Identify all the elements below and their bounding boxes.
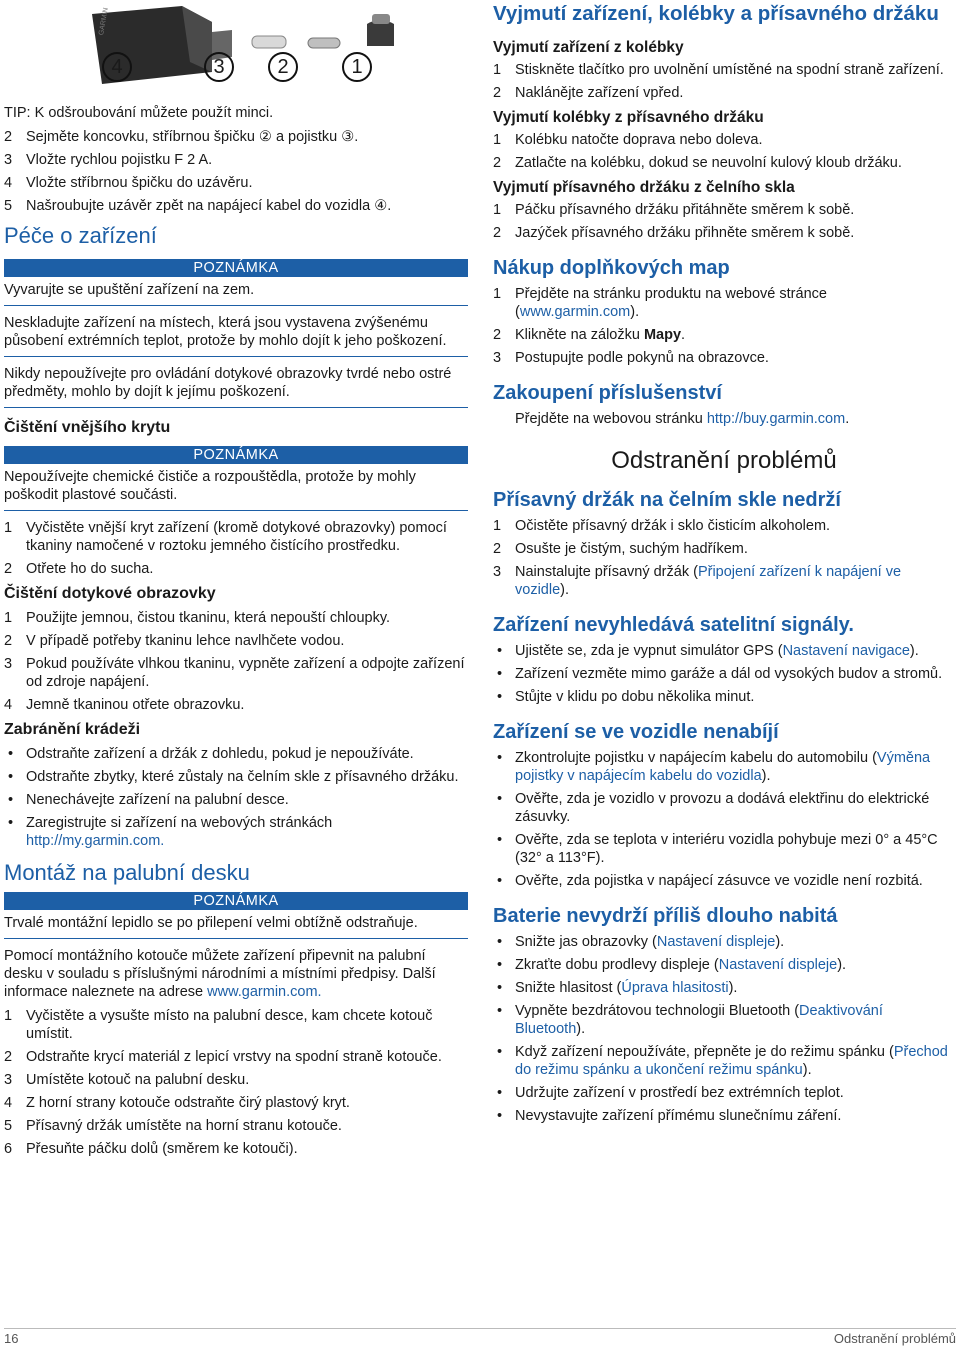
list-item: 3 Postupujte podle pokynů na obrazovce. [493, 350, 769, 366]
sleep-mode-link[interactable]: Přechod do režimu spánku a ukončení režimu spánku [515, 1044, 948, 1078]
remove-mount-heading: Vyjmutí přísavného držáku z čelního skla [493, 179, 795, 196]
list-item: 5 Našroubujte uzávěr zpět na napájecí kabel do vozidla ④. [4, 198, 392, 214]
fuse-steps [4, 128, 468, 215]
charging-heading: Zařízení se ve vozidle nenabíjí [493, 721, 779, 743]
list-item: • Stůjte v klidu po dobu několika minut. [497, 689, 755, 705]
list-item: • Zařízení vezměte mimo garáže a dál od vysokých budov a stromů. [497, 666, 943, 682]
suction-heading: Přísavný držák na čelním skle nedrží [493, 489, 841, 511]
fuse-figure [82, 0, 422, 92]
satellite-heading: Zařízení nevyhledává satelitní signály. [493, 614, 854, 636]
remove-heading: Vyjmutí zařízení, kolébky a přísavného držáku [493, 2, 939, 25]
care-note: Vyvarujte se upuštění zařízení na zem. [4, 282, 255, 298]
note-label: POZNÁMKA [4, 259, 468, 277]
list-item: 2 Otřete ho do sucha. [4, 561, 154, 577]
list-item: • Zkraťte dobu prodlevy displeje (Nastavení displeje). [497, 957, 847, 973]
list-item: • Zaregistrujte si zařízení na webových stránkách http://my.garmin.com. [8, 815, 333, 849]
list-item: 2 V případě potřeby tkaninu lehce navlhčete vodou. [4, 633, 345, 649]
list-item: • Nenechávejte zařízení na palubní desce. [8, 792, 289, 808]
remove-cradle-heading: Vyjmutí kolébky z přísavného držáku [493, 109, 764, 126]
screen-steps [4, 609, 468, 714]
list-item: 2 Naklánějte zařízení vpřed. [493, 85, 684, 101]
list-item: 1 Přejděte na stránku produktu na webové stránce (www.garmin.com). [493, 286, 827, 320]
garmin-link[interactable]: www.garmin.com [519, 304, 631, 320]
note-label: POZNÁMKA [4, 446, 468, 464]
list-item: 3 Pokud používáte vlhkou tkaninu, vypněte zařízení a odpojte zařízení od zdroje napájení. [4, 656, 465, 690]
remove-mount-steps [493, 201, 955, 242]
care-heading: Péče o zařízení [4, 223, 157, 248]
list-item: • Ujistěte se, zda je vypnut simulátor GPS (Nastavení navigace). [497, 643, 919, 659]
care-paragraph-2: Nikdy nepoužívejte pro ovládání dotykové obrazovky tvrdé nebo ostré předměty, mohlo by dojít k jejímu poškození. [4, 366, 452, 400]
divider [4, 407, 468, 408]
dash-heading: Montáž na palubní desku [4, 860, 250, 885]
maps-steps [493, 285, 955, 367]
volume-link[interactable]: Úprava hlasitosti [621, 980, 729, 996]
theft-list [4, 745, 468, 850]
outer-cleaning-heading: Čištění vnějšího krytu [4, 419, 171, 436]
list-item: 2 Jazýček přísavného držáku přihněte směrem k sobě. [493, 225, 855, 241]
suction-steps [493, 517, 955, 599]
callout-2: 2 [268, 52, 298, 82]
list-item: 2 Osušte je čistým, suchým hadříkem. [493, 541, 748, 557]
dash-steps [4, 1007, 468, 1158]
right-column [493, 0, 955, 1130]
list-item: • Když zařízení nepoužíváte, přepněte je do režimu spánku (Přechod do režimu spánku a ukončení režimu spánku). [497, 1044, 948, 1078]
accessories-heading: Zakoupení příslušenství [493, 382, 722, 404]
list-item: • Snižte jas obrazovky (Nastavení displeje). [497, 934, 785, 950]
battery-list [493, 933, 955, 1125]
list-item: 1 Očistěte přísavný držák i sklo čisticím alkoholem. [493, 518, 831, 534]
list-item: 1 Stiskněte tlačítko pro uvolnění umístěné na spodní straně zařízení. [493, 62, 944, 78]
dash-note: Trvalé montážní lepidlo se po přilepení velmi obtížně odstraňuje. [4, 915, 418, 931]
list-item: • Ověřte, zda je vozidlo v provozu a dodává elektřinu do elektrické zásuvky. [497, 791, 930, 825]
list-item: 4 Z horní strany kotouče odstraňte čirý plastový kryt. [4, 1095, 350, 1111]
page-number: 16 [4, 1331, 19, 1346]
remove-device-heading: Vyjmutí zařízení z kolébky [493, 39, 684, 56]
satellite-list [493, 642, 955, 706]
list-item: 2 Odstraňte krycí materiál z lepicí vrstvy na spodní straně kotouče. [4, 1049, 442, 1065]
buy-garmin-link[interactable]: http://buy.garmin.com [706, 411, 846, 427]
outer-note: Nepoužívejte chemické čističe a rozpouštědla, protože by mohly poškodit plastové součásti. [4, 469, 416, 503]
figure-watermark: GARMIN [98, 7, 110, 36]
left-column [4, 0, 468, 1163]
my-garmin-link[interactable]: http://my.garmin.com. [26, 833, 165, 849]
list-item: 6 Přesuňte páčku dolů (směrem ke kotouči). [4, 1141, 298, 1157]
list-item: 2 Klikněte na záložku Mapy. [493, 327, 686, 343]
display-settings-link[interactable]: Nastavení displeje [656, 934, 776, 950]
fuse-replacement-link[interactable]: Výměna pojistky v napájecím kabelu do vozidla [515, 750, 931, 784]
list-item: 1 Vyčistěte vnější kryt zařízení (kromě dotykové obrazovky) pomocí tkaniny namočené v roztoku jemného čistícího prostředku. [4, 520, 447, 554]
remove-cradle-steps [493, 131, 955, 172]
list-item: 3 Umístěte kotouč na palubní desku. [4, 1072, 250, 1088]
divider [4, 938, 468, 939]
troubleshooting-heading: Odstranění problémů [611, 447, 837, 474]
callout-4: 4 [102, 52, 132, 82]
divider [4, 305, 468, 306]
note-label: POZNÁMKA [4, 892, 468, 910]
screen-cleaning-heading: Čištění dotykové obrazovky [4, 585, 216, 602]
list-item: • Snižte hlasitost (Úprava hlasitosti). [497, 980, 738, 996]
outer-steps [4, 519, 468, 578]
list-item: 3 Nainstalujte přísavný držák (Připojení zařízení k napájení ve vozidle). [493, 564, 902, 598]
callout-1: 1 [342, 52, 372, 82]
power-link[interactable]: Připojení zařízení k napájení ve vozidle [515, 564, 902, 598]
care-paragraph-1: Neskladujte zařízení na místech, která jsou vystavena zvýšenému působení extrémních teplot, protože by mohlo dojít k jeho poškození. [4, 315, 447, 349]
list-item: 1 Páčku přísavného držáku přitáhněte směrem k sobě. [493, 202, 855, 218]
list-item: 4 Jemně tkaninou otřete obrazovku. [4, 697, 245, 713]
divider [4, 510, 468, 511]
footer-section: Odstranění problémů [833, 1331, 956, 1346]
list-item: 1 Vyčistěte a vysušte místo na palubní desce, kam chcete kotouč umístit. [4, 1008, 433, 1042]
list-item: 3 Vložte rychlou pojistku F 2 A. [4, 152, 213, 168]
navigation-settings-link[interactable]: Nastavení navigace [782, 643, 910, 659]
maps-heading: Nákup doplňkových map [493, 257, 730, 279]
dash-paragraph: Pomocí montážního kotouče můžete zařízení připevnit na palubní desku v souladu s příslušnými národními a místními předpisy. Další informace naleznete na adrese www.garmin.com. [4, 948, 436, 1000]
list-item: 1 Použijte jemnou, čistou tkaninu, která nepouští chloupky. [4, 610, 391, 626]
list-item: • Udržujte zařízení v prostředí bez extrémních teplot. [497, 1085, 844, 1101]
list-item: • Ověřte, zda se teplota v interiéru vozidla pohybuje mezi 0° a 45°C (32° a 113°F). [497, 832, 938, 866]
list-item: 5 Přísavný držák umístěte na horní stranu kotouče. [4, 1118, 342, 1134]
divider [4, 356, 468, 357]
battery-heading: Baterie nevydrží příliš dlouho nabitá [493, 905, 838, 927]
garmin-link[interactable]: www.garmin.com. [207, 984, 322, 1000]
list-item: • Ověřte, zda pojistka v napájecí zásuvce ve vozidle není rozbitá. [497, 873, 923, 889]
accessories-text: Přejděte na webovou stránku http://buy.garmin.com. [515, 411, 850, 427]
callout-3: 3 [204, 52, 234, 82]
fuse-assembly-illustration [82, 2, 422, 90]
list-item: 4 Vložte stříbrnou špičku do uzávěru. [4, 175, 253, 191]
list-item: 1 Kolébku natočte doprava nebo doleva. [493, 132, 763, 148]
list-item: • Odstraňte zbytky, které zůstaly na čelním skle z přísavného držáku. [8, 769, 459, 785]
charging-list [493, 749, 955, 890]
bluetooth-link[interactable]: Deaktivování Bluetooth [515, 1003, 883, 1037]
list-item: • Zkontrolujte pojistku v napájecím kabelu do automobilu (Výměna pojistky v napájecím kabelu do vozidla). [497, 750, 931, 784]
tip-text: TIP: K odšroubování můžete použít minci. [4, 105, 274, 121]
list-item: • Nevystavujte zařízení přímému slunečnímu záření. [497, 1108, 842, 1124]
theft-heading: Zabránění krádeži [4, 721, 141, 738]
list-item: • Odstraňte zařízení a držák z dohledu, pokud je nepoužíváte. [8, 746, 414, 762]
footer-divider [4, 1328, 956, 1329]
display-settings-link[interactable]: Nastavení displeje [718, 957, 838, 973]
list-item: • Vypněte bezdrátovou technologii Bluetooth (Deaktivování Bluetooth). [497, 1003, 883, 1037]
list-item: 2 Sejměte koncovku, stříbrnou špičku ② a pojistku ③. [4, 129, 359, 145]
remove-device-steps [493, 61, 955, 102]
list-item: 2 Zatlačte na kolébku, dokud se neuvolní kulový kloub držáku. [493, 155, 902, 171]
